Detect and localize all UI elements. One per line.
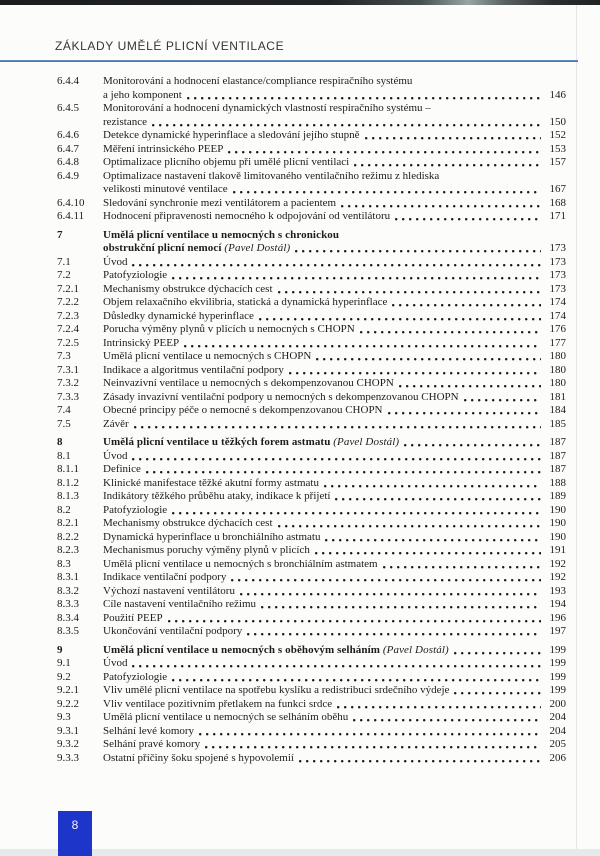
page-number: 157 [549,156,566,168]
dot-leader [383,558,541,572]
section-number [57,183,103,197]
page-number: 192 [549,571,566,583]
section-title: Umělá plicní ventilace u nemocných s chronickou [103,228,340,241]
section-number: 9.1 [57,657,71,669]
toc-row [57,310,566,324]
page-number: 185 [549,417,566,430]
section-number: 9.3 [57,711,71,723]
section-title: Patofyziologie [103,670,168,683]
toc-row [57,558,566,572]
section-number: 8.2.2 [57,530,79,543]
section-title: Selhání pravé komory [103,738,201,750]
section-title: Indikace ventilační podpory [103,571,227,583]
scan-edge-right [576,5,577,856]
dot-leader [132,657,541,671]
toc-chapter-row [57,229,566,243]
section-title: Úvod [103,449,128,462]
section-title: Hodnocení připravenosti nemocného k odpojování od ventilátoru [103,210,391,222]
page-number: 187 [549,436,566,448]
toc-row [57,684,566,698]
dot-leader [172,671,541,685]
section-title: Úvod [103,657,128,669]
section-title: Porucha výměny plynů v plicích u nemocných s CHOPN [103,323,355,335]
page-number: 150 [549,115,566,128]
toc-row [57,738,566,752]
toc-row [57,102,566,116]
toc-chapter-row [57,242,566,256]
section-title: Patofyziologie [103,269,168,281]
section-title: Monitorování a hodnocení dynamických vlastností respiračního systému – [103,102,431,114]
section-number: 9.3.3 [57,751,79,764]
page-number: 174 [549,309,566,322]
section-number: 7.2 [57,269,71,281]
toc-chapter-row [57,436,566,450]
section-title: Závěr [103,417,129,430]
toc-row [57,183,566,197]
dot-leader [172,269,541,283]
page-number: 192 [549,557,566,570]
page-number: 204 [549,724,566,737]
section-number: 9 [57,643,63,656]
section-title: Klinické manifestace těžké akutní formy astmatu [103,476,319,489]
section-number: 6.4.11 [57,210,85,222]
section-title: Umělá plicní ventilace u nemocných s CHOPN [103,350,312,362]
dot-leader [247,625,541,639]
toc-row [57,170,566,184]
section-number: 8.1.1 [57,463,79,475]
dot-leader [259,310,541,324]
dot-leader [399,377,541,391]
section-title: Indikace a algoritmus ventilační podpory [103,363,284,376]
page-number: 194 [549,598,566,610]
dot-leader [299,752,541,766]
section-title: Intrinsický PEEP [103,336,180,349]
section-number: 9.2.2 [57,697,79,710]
section-title: Umělá plicní ventilace u nemocných se selháním oběhu [103,711,349,723]
section-number: 8.3.1 [57,571,79,583]
author-name: (Pavel Dostál) [380,643,449,656]
section-title: Umělá plicní ventilace u nemocných s oběhovým selháním (Pavel Dostál) [103,643,449,656]
page-number: 200 [549,697,566,710]
page-number: 190 [549,530,566,543]
toc-row [57,477,566,491]
toc-row [57,75,566,89]
section-title: Neinvazivní ventilace u nemocných s dekompenzovanou CHOPN [103,377,394,389]
toc-row [57,463,566,477]
page-number: 173 [549,255,566,268]
section-number: 7.2.2 [57,296,79,308]
section-title: Výchozí nastavení ventilátoru [103,584,235,597]
toc-row [57,296,566,310]
section-title: Definice [103,463,141,475]
dot-leader [404,436,541,450]
page-number: 167 [549,183,566,195]
toc-row [57,323,566,337]
section-number [57,116,103,130]
section-title: Dynamická hyperinflace u bronchiálního astmatu [103,530,321,543]
section-title: Optimalizace nastavení tlakově limitovaného ventilačního režimu z hlediska [103,169,440,182]
dot-leader [228,143,541,157]
page-number: 187 [549,463,566,475]
section-title: Umělá plicní ventilace u těžkých forem astmatu (Pavel Dostál) [103,436,400,448]
section-number: 7 [57,228,63,241]
toc-row [57,531,566,545]
toc-row [57,116,566,130]
section-title: Obecné principy péče o nemocné s dekompenzovanou CHOPN [103,404,383,416]
section-title: Vliv umělé plicní ventilace na spotřebu kyslíku a redistribuci srdečního výdeje [103,684,450,696]
dot-leader [325,531,541,545]
toc-row [57,129,566,143]
toc-row [57,490,566,504]
section-title: Úvod [103,255,128,268]
section-number: 9.3.2 [57,738,79,750]
toc-row [57,391,566,405]
toc-row [57,89,566,103]
section-number: 7.3 [57,350,71,362]
toc-row [57,612,566,626]
section-number: 8.1.2 [57,476,79,489]
page-number: 181 [549,390,566,403]
page-number: 176 [549,323,566,335]
header-rule [0,60,578,62]
page-number: 193 [549,584,566,597]
dot-leader [324,477,541,491]
section-number: 8.3.4 [57,611,79,624]
section-title: Optimalizace plicního objemu při umělé plicní ventilaci [103,156,350,168]
section-title: obstrukční plicní nemocí (Pavel Dostál) [103,242,291,254]
section-title: Umělá plicní ventilace u nemocných s bronchiálním astmatem [103,557,378,570]
toc-row [57,156,566,170]
section-title: Selhání levé komory [103,724,195,737]
section-title: Použití PEEP [103,611,163,624]
section-number: 8.1 [57,449,71,462]
section-number: 8.2.3 [57,544,79,556]
section-number [57,89,103,103]
section-title: Indikátory těžkého průběhu ataky, indikace k přijetí [103,490,331,502]
toc-row [57,698,566,712]
page-number: 199 [549,670,566,683]
dot-leader [388,404,541,418]
toc-row [57,364,566,378]
section-number: 7.2.3 [57,309,79,322]
page-number: 199 [549,657,566,669]
dot-leader [464,391,541,405]
page-number: 188 [549,476,566,489]
section-number: 8.3.3 [57,598,79,610]
dot-leader [454,684,541,698]
page-number: 205 [549,738,566,750]
section-title: Důsledky dynamické hyperinflace [103,309,254,322]
section-title: velikosti minutové ventilace [103,183,228,195]
dot-leader [316,350,541,364]
page-number: 180 [549,377,566,389]
page-number: 146 [549,88,566,101]
toc-row [57,210,566,224]
section-title: rezistance [103,115,147,128]
section-number: 8.3.2 [57,584,79,597]
toc-row [57,544,566,558]
toc-row [57,256,566,270]
page-number: 173 [549,282,566,295]
dot-leader [172,504,541,518]
dot-leader [132,256,541,270]
page-number: 190 [549,517,566,529]
page-number: 168 [549,196,566,209]
section-title: Zásady invazivní ventilační podpory u nemocných s dekompenzovanou CHOPN [103,390,459,403]
toc-row [57,752,566,766]
toc-row [57,671,566,685]
page-number: 189 [549,490,566,502]
dot-leader [278,283,541,297]
toc-row [57,711,566,725]
dot-leader [134,418,541,432]
section-number: 7.4 [57,404,71,416]
page-number: 206 [549,751,566,764]
dot-leader [233,183,541,197]
section-title: Ostatní příčiny šoku spojené s hypovolemií [103,751,294,764]
dot-leader [231,571,541,585]
toc-row [57,517,566,531]
section-title: a jeho komponent [103,88,182,101]
page-number: 177 [549,336,566,349]
section-number: 8.3.5 [57,625,79,637]
toc-row [57,377,566,391]
page-number: 180 [549,363,566,376]
section-title: Mechanismy obstrukce dýchacích cest [103,282,273,295]
section-title: Objem relaxačního ekvilibria, statická a dynamická hyperinflace [103,296,388,308]
section-number: 7.3.3 [57,390,79,403]
dot-leader [132,450,541,464]
toc-row [57,283,566,297]
toc-row [57,657,566,671]
toc-row [57,585,566,599]
toc-row [57,350,566,364]
page-number: 191 [549,544,566,556]
page-number: 152 [549,129,566,141]
toc-chapter-row [57,644,566,658]
page-number: 190 [549,503,566,516]
dot-leader [278,517,541,531]
page-number: 199 [549,643,566,656]
section-number: 9.2 [57,670,71,683]
section-number: 7.1 [57,255,71,268]
section-title: Měření intrinsického PEEP [103,142,224,155]
page-number-box [58,811,92,856]
section-number: 7.3.2 [57,377,79,389]
section-number: 9.3.1 [57,724,79,737]
dot-leader [341,197,541,211]
toc-row [57,625,566,639]
toc-row [57,504,566,518]
dot-leader [395,210,541,224]
dot-leader [360,323,541,337]
dot-leader [205,738,541,752]
dot-leader [168,612,541,626]
dot-leader [365,129,541,143]
page-number-label: 8 [71,818,79,832]
section-title: Monitorování a hodnocení elastance/compliance respiračního systému [103,75,413,87]
dot-leader [187,89,541,103]
dot-leader [295,242,541,256]
section-title: Detekce dynamické hyperinflace a sledování jejího stupně [103,129,360,141]
page-number: 173 [549,242,566,254]
toc-row [57,337,566,351]
section-number: 6.4.6 [57,129,79,141]
section-number: 8.2 [57,503,71,516]
page-number: 174 [549,296,566,308]
scan-edge-top [0,0,600,5]
toc-row [57,598,566,612]
page-number: 173 [549,269,566,281]
page-number: 196 [549,611,566,624]
section-number: 6.4.7 [57,142,79,155]
toc-row [57,143,566,157]
author-name: (Pavel Dostál) [330,436,400,448]
section-number: 7.3.1 [57,363,79,376]
dot-leader [353,711,541,725]
section-number: 7.5 [57,417,71,430]
section-number: 6.4.9 [57,169,79,182]
toc-row [57,571,566,585]
toc-row [57,404,566,418]
toc-row [57,450,566,464]
dot-leader [392,296,541,310]
section-title: Sledování synchronie mezi ventilátorem a pacientem [103,196,337,209]
section-title: Mechanismus poruchy výměny plynů v plicích [103,544,310,556]
dot-leader [261,598,541,612]
section-number: 7.2.5 [57,336,79,349]
toc-list [57,75,566,765]
toc-row [57,418,566,432]
section-title: Mechanismy obstrukce dýchacích cest [103,517,273,529]
toc-row [57,269,566,283]
page-number: 153 [549,142,566,155]
toc-row [57,725,566,739]
running-header-title: ZÁKLADY UMĚLÉ PLICNÍ VENTILACE [55,39,285,53]
page-number: 204 [549,711,566,723]
section-number: 6.4.5 [57,102,79,114]
dot-leader [152,116,541,130]
page-number: 180 [549,350,566,362]
section-title: Cíle nastavení ventilačního režimu [103,598,257,610]
dot-leader [315,544,541,558]
section-number: 8.3 [57,557,71,570]
section-title: Ukončování ventilační podpory [103,625,243,637]
section-number: 9.2.1 [57,684,79,696]
dot-leader [354,156,541,170]
dot-leader [289,364,541,378]
section-title: Vliv ventilace pozitivním přetlakem na funkci srdce [103,697,333,710]
dot-leader [337,698,541,712]
page-number: 197 [549,625,566,637]
dot-leader [184,337,541,351]
section-title: Patofyziologie [103,503,168,516]
dot-leader [240,585,541,599]
page-number: 187 [549,449,566,462]
dot-leader [199,725,541,739]
page-number: 199 [549,684,566,696]
dot-leader [335,490,541,504]
section-number: 8 [57,436,63,448]
section-number: 6.4.10 [57,196,85,209]
page-number: 171 [549,210,566,222]
section-number: 7.2.1 [57,282,79,295]
section-number: 6.4.4 [57,75,79,87]
section-number: 6.4.8 [57,156,79,168]
section-number [57,242,103,256]
dot-leader [146,463,541,477]
toc-row [57,197,566,211]
dot-leader [454,644,541,658]
page-number: 184 [549,404,566,416]
section-number: 8.2.1 [57,517,79,529]
section-number: 7.2.4 [57,323,79,335]
author-name: (Pavel Dostál) [221,242,291,254]
section-number: 8.1.3 [57,490,79,502]
